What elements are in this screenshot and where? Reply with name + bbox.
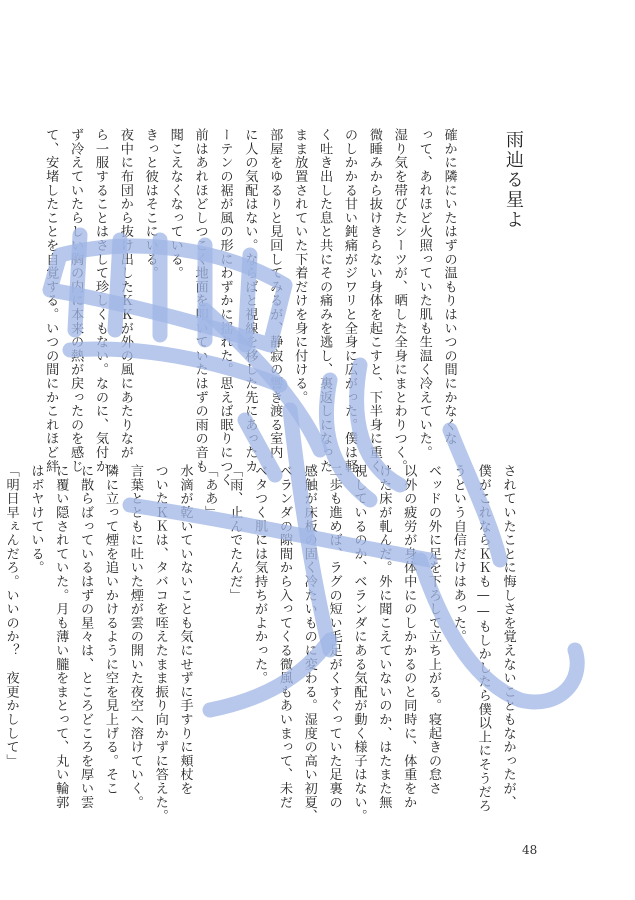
text-column: く吐き出した息と共にその痛みを逃し、裏返しになった (317, 128, 333, 473)
text-column: 感触が床板の固く冷たいものに変わる。湿度の高い初夏、 (301, 464, 317, 823)
text-column: 言葉とともに吐いた煙が雲の開いた夜空へ溶けていく。 (127, 464, 143, 809)
text-column: 隣に立って煙を追いかけるように空を見上げる。そこ (102, 464, 118, 796)
text-column: 「ああ」 (202, 464, 218, 520)
text-column: に人の気配はない。ならばと視線を移した先にあったカ (242, 128, 258, 473)
text-column: ーテンの裾が風の形にわずかに揺れた。思えば眠りにつく (217, 128, 233, 487)
page-number: 48 (522, 843, 538, 857)
text-column: けた床が軋んだ。外に聞こえていないのか、はたまた無 (376, 464, 392, 809)
text-column: ついたＫＫは、タバコを咥えたまま振り向かずに答えた。 (152, 464, 168, 823)
text-column: って、あれほど火照っていた肌も生温く冷えていた。 (416, 128, 432, 460)
text-column: 微睡みから抜けきらない身体を起こすと、下半身に重く (366, 128, 382, 473)
text-column: うという自信だけはあった。 (450, 464, 466, 644)
text-column: に散らばっているはずの星々は、ところどころを厚い雲 (78, 464, 94, 809)
text-column: のしかかる甘い鈍痛がジワリと全身に広がった。僕は軽 (341, 128, 357, 473)
text-column: ベタつく肌には気持ちがよかった。 (252, 464, 268, 685)
text-column: 部屋をゆるりと見回してみるが、静寂の響き渡る室内 (267, 128, 283, 460)
text-column: されていたことに悔しさを覚えないこともなかったが、 (500, 464, 516, 809)
text-column: 湿り気を帯びたシーツが、晒した全身にまとわりつく。 (391, 128, 407, 473)
text-column: 僕がこれならＫＫも——もしかしたら僕以上にそうだろ (475, 464, 491, 813)
text-column: きっと彼はそこにいる。 (142, 128, 158, 280)
text-column: 確かに隣にいたはずの温もりはいつの間にかなくな (441, 128, 457, 446)
text-column: に覆い隠されていた。月も薄い朧をまとって、丸い輪郭 (53, 464, 69, 809)
text-column: 前はあれほどしつこく地面を叩いていたはずの雨の音も (192, 128, 208, 473)
text-column: 以外の疲労が身体中にのしかかるのと同時に、体重をか (401, 464, 417, 809)
text-column: 視しているのか、ベランダにある気配が動く様子はない。 (351, 464, 367, 823)
text-column: 「雨、止んでたんだ」 (227, 464, 243, 602)
text-column: 聞こえなくなっている。 (167, 128, 183, 280)
text-column: ベッドの外に足を下ろして立ち上がる。寝起きの怠さ (426, 464, 442, 796)
text-column: はボヤけている。 (28, 464, 44, 575)
text-column: 「明日早ぇんだろ。いいのか？ 夜更かしして」 (3, 464, 19, 768)
text-column: ら一服することはさして珍しくもない。なのに、気付か (92, 128, 108, 473)
text-column: 二歩も進めば、ラグの短い毛足がくすぐっていた足裏の (326, 464, 342, 809)
text-column: ず冷えていたらしい胸の内に本来の熱が戻ったのを感じ (68, 128, 84, 473)
text-column: 水滴が乾いていないことも気にせずに手すりに頬杖を (177, 464, 193, 796)
text-column: 夜中に布団から抜け出したＫＫが外の風にあたりなが (117, 128, 133, 460)
text-column: ベランダの隙間から入ってくる微風もあいまって、未だ (276, 464, 292, 809)
text-column: て、安堵したことを自覚する。いつの間にかこれほど絆 (43, 128, 59, 473)
text-column: まま放置されていた下着だけを身に付ける。 (292, 128, 308, 404)
chapter-title: 雨辿る星よ (503, 130, 524, 230)
